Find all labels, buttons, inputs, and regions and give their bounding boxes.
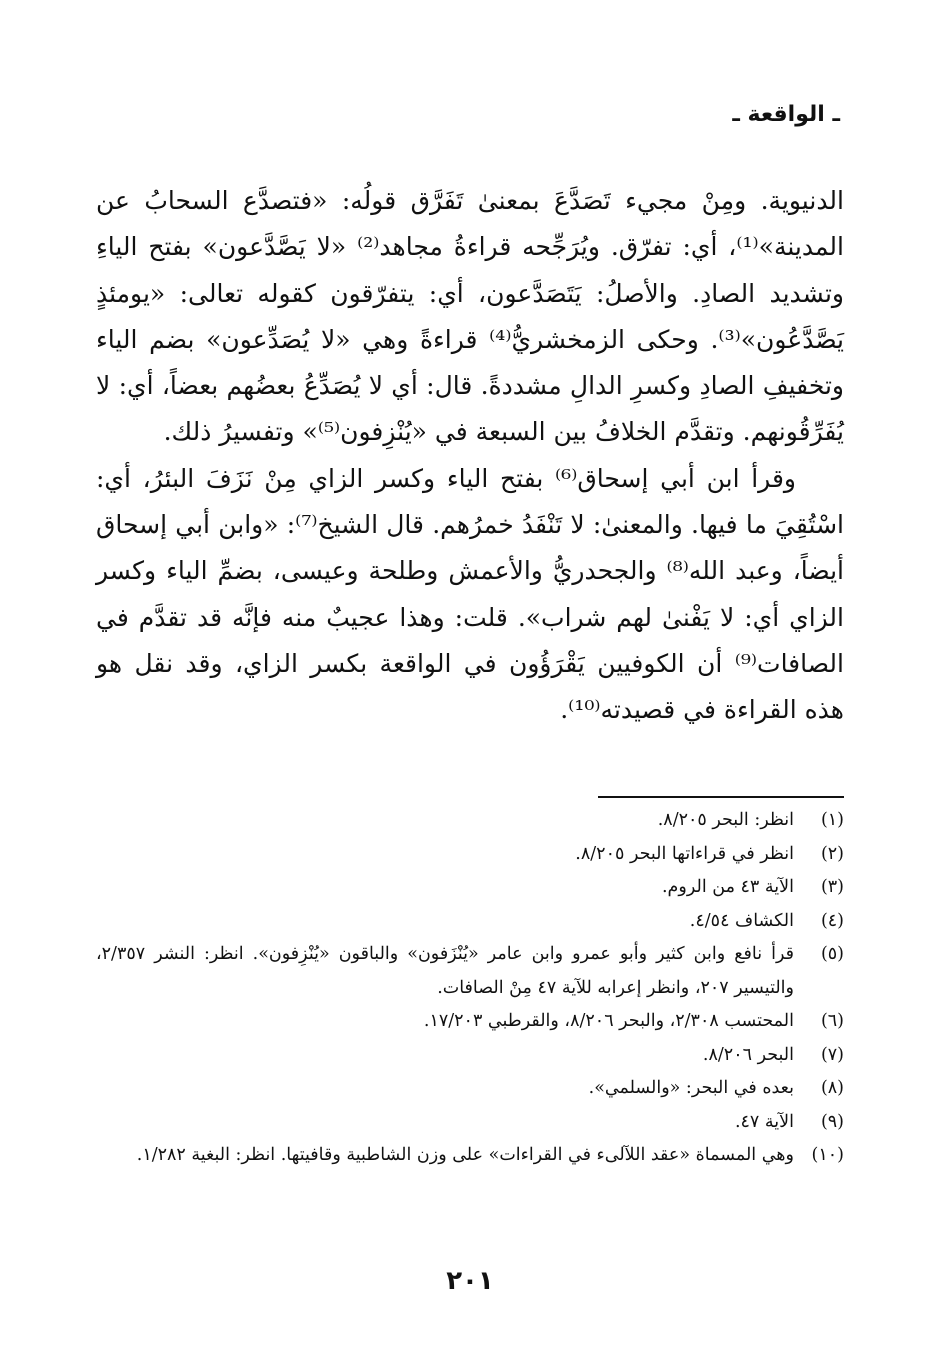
footnote-text: بعده في البحر: «والسلمي». [588, 1078, 794, 1098]
footnote-number: (٧) [820, 1044, 844, 1065]
footnote-text: الآية ٤٧. [734, 1111, 794, 1132]
footnote [96, 1106, 844, 1140]
footnote-number: (٩) [820, 1111, 844, 1132]
footnote [96, 804, 844, 838]
footnotes [96, 804, 844, 1173]
footnote-number: (١) [820, 810, 844, 830]
footnote [96, 838, 844, 872]
footnote-number: (٣) [820, 877, 844, 897]
footnote [96, 871, 844, 905]
footnote-number: (٨) [820, 1078, 844, 1098]
footnote-text: البحر ٨/٢٠٦. [702, 1044, 794, 1065]
footnote [96, 1139, 844, 1173]
paragraph-1: الدنيوية. ومِنْ مجيء تَصَدَّعَ بمعنىٰ تَفَرَّق قولُه: «فتصدَّع السحابُ عن المدينة»⁽¹⁾، أي: تفرّق. ويُرَجِّحه قراءةُ مجاهد⁽²⁾ «لا يَصَّدَّعون» بفتح الياءِ وتشديد الصادِ. والأصلُ: يَتَصَدَّعون، أي: يتفرّقون كقوله تعالى: «يومئذٍ يَصَّدَّعُون»⁽³⁾. وحكى الزمخشريُّ⁽⁴⁾ قراءةً وهي «لا يُصَدِّعون» بضم الياء وتخفيفِ الصادِ وكسرِ الدالِ مشددةً. قال: أي لا يُصَدِّعُ بعضُهم بعضاً، أي: لا يُفَرِّقُونهم. وتقدَّم الخلافُ بين السبعة في «يُنْزِفون⁽⁵⁾» وتفسيرُ ذلك. [96, 186, 844, 447]
footnote-number: (٥) [820, 944, 844, 964]
footnote [96, 1072, 844, 1106]
footnote-number: (٦) [820, 1011, 844, 1031]
footnote-text: انظر في قراءاتها البحر ٨/٢٠٥. [575, 843, 794, 864]
running-header: ـ الواقعة ـ [732, 102, 840, 127]
footnote-number: (٢) [820, 843, 844, 864]
footnote-text: وهي المسماة «عقد اللآلىء في القراءات» على وزن الشاطبية وقافيتها. انظر: البغية ١/٢٨٢. [136, 1145, 794, 1165]
footnote-number: (١٠) [811, 1145, 844, 1165]
main-text [96, 178, 844, 734]
footnote [96, 938, 844, 1005]
footnote-text: المحتسب ٢/٣٠٨، والبحر ٨/٢٠٦، والقرطبي ١٧/٢٠٣. [423, 1011, 794, 1031]
footnote-text: انظر: البحر ٨/٢٠٥. [657, 810, 794, 830]
footnote [96, 905, 844, 939]
footnote-separator [598, 796, 844, 798]
footnote-text: قرأ نافع وابن كثير وأبو عمرو وابن عامر «يُنْزَفون» والباقون «يُنْزِفون». انظر: النشر ٢/٣٥٧، والتيسير ٢٠٧، وانظر إعرابه للآية ٤٧ مِنْ الصافات. [96, 944, 794, 998]
footnote [96, 1005, 844, 1039]
paragraph-2: وقرأ ابن أبي إسحاق⁽⁶⁾ بفتح الياء وكسر الزاي مِنْ نَزَفَ البئرُ، أي: اسْتُقِيَ ما فيها. والمعنىٰ: لا تَنْفَدُ خمرُهم. قال الشيخ⁽⁷⁾: «وابن أبي إسحاق أيضاً، وعبد الله⁽⁸⁾ والجحدريُّ والأعمش وطلحة وعيسى، بضمِّ الياء وكسر الزاي أي: لا يَفْنىٰ لهم شراب». قلت: وهذا عجيبٌ منه فإنَّه قد تقدَّم في الصافات⁽⁹⁾ أن الكوفيين يَقْرَؤُون في الواقعة بكسر الزاي، وقد نقل هو هذه القراءة في قصيدته⁽¹⁰⁾. [96, 463, 845, 725]
footnote [96, 1039, 844, 1073]
footnote-text: الكشاف ٤/٥٤. [689, 910, 794, 931]
page-number: ٢٠١ [446, 1266, 494, 1296]
footnote-text: الآية ٤٣ من الروم. [661, 877, 794, 897]
footnote-number: (٤) [820, 910, 844, 931]
